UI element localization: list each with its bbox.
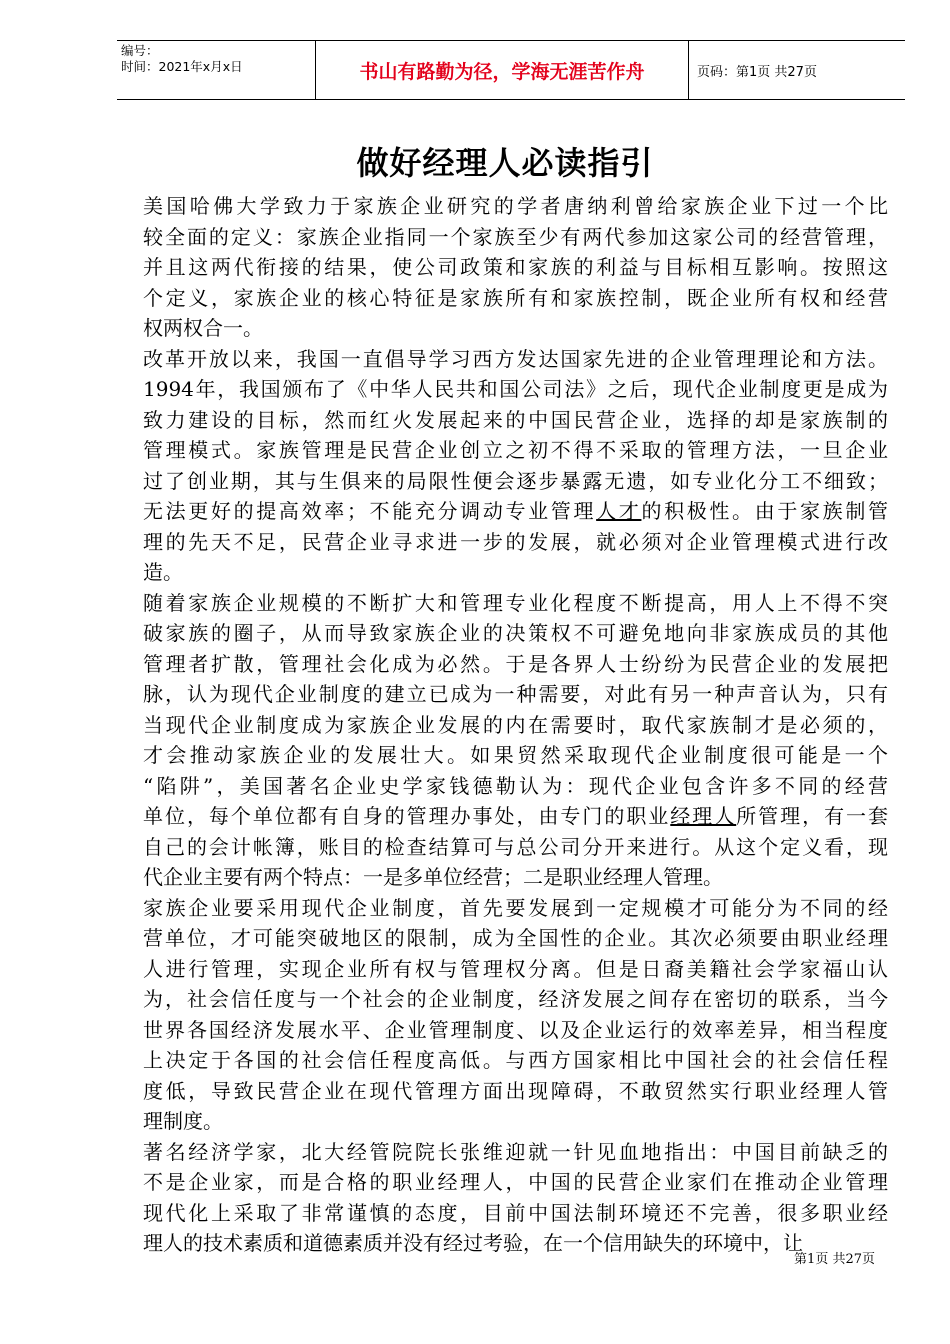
text-line: 破家族的圈子，从而导致家族企业的决策权不可避免地向非家族成员的其他 (143, 621, 888, 645)
header-meta (117, 41, 316, 99)
text-line (143, 801, 888, 832)
text-line: 为，社会信任度与一个社会的企业制度，经济发展之间存在密切的联系，当今 (143, 987, 888, 1011)
text-line: 随着家族企业规模的不断扩大和管理专业化程度不断提高，用人上不得不突 (143, 590, 888, 615)
text-segment: 单位，每个单位都有自身的管理办事处，由专门的职业 (143, 804, 671, 828)
page-header (117, 40, 905, 100)
text-line (143, 496, 888, 527)
text-line: 管理者扩散，管理社会化成为必然。于是各界人士纷纷为民营企业的发展把 (143, 651, 888, 676)
page-footer: 第1页 共27页 (794, 1252, 875, 1267)
document-body (143, 191, 888, 1259)
text-line: 理制度。 (143, 1109, 223, 1133)
text-line: 营单位，才可能突破地区的限制，成为全国性的企业。其次必须要由职业经理 (143, 926, 888, 950)
text-line: 代企业主要有两个特点：一是多单位经营；二是职业经理人管理。 (143, 865, 723, 889)
text-line: 度低，导致民营企业在现代管理方面出现障碍，不敢贸然实行职业经理人管 (143, 1078, 888, 1103)
header-page-info: 页码：第1页 共27页 (697, 64, 817, 80)
text-line: 上决定于各国的社会信任程度高低。与西方国家相比中国社会的社会信任程 (143, 1048, 888, 1072)
time-label: 时间：2021年x月x日 (121, 59, 243, 74)
document-title: 做好经理人必读指引 (356, 144, 654, 182)
text-line: 改革开放以来，我国一直倡导学习西方发达国家先进的企业管理理论和方法。 (143, 346, 888, 371)
text-line: 较全面的定义：家族企业指同一个家族至少有两代参加这家公司的经营管理， (143, 224, 888, 249)
text-line: 理人的技术素质和道德素质并没有经过考验，在一个信用缺失的环境中，让 (143, 1231, 803, 1255)
text-line: 1994年，我国颁布了《中华人民共和国公司法》之后，现代企业制度更是成为 (143, 377, 888, 401)
text-line: 世界各国经济发展水平、企业管理制度、以及企业运行的效率差异，相当程度 (143, 1017, 888, 1042)
text-line: 自己的会计帐簿，账目的检查结算可与总公司分开来进行。从这个定义看，现 (143, 834, 888, 859)
text-segment: 的积极性。由于家族制管 (641, 499, 888, 523)
text-segment: 无法更好的提高效率；不能充分调动专业管理 (143, 499, 597, 523)
text-line: 家族企业要采用现代企业制度，首先要发展到一定规模才可能分为不同的经 (143, 895, 888, 920)
text-line: 当现代企业制度成为家族企业发展的内在需要时，取代家族制才是必须的， (143, 712, 888, 737)
text-line: 才会推动家族企业的发展壮大。如果贸然采取现代企业制度很可能是一个 (143, 743, 888, 767)
text-line: 美国哈佛大学致力于家族企业研究的学者唐纳利曾给家族企业下过一个比 (143, 194, 888, 218)
text-line: 脉，认为现代企业制度的建立已成为一种需要，对此有另一种声音认为，只有 (143, 682, 888, 706)
text-line: “陷阱”，美国著名企业史学家钱德勒认为：现代企业包含许多不同的经营 (143, 773, 888, 798)
text-line: 造。 (143, 560, 183, 584)
text-line: 过了创业期，其与生俱来的局限性便会逐步暴露无遗，如专业化分工不细致； (143, 468, 888, 493)
number-label: 编号： (121, 43, 159, 58)
header-motto: 书山有路勤为径，学海无涯苦作舟 (316, 41, 689, 99)
text-line: 致力建设的目标，然而红火发展起来的中国民营企业，选择的却是家族制的 (143, 407, 888, 432)
text-line: 并且这两代衔接的结果，使公司政策和家族的利益与目标相互影响。按照这 (143, 255, 888, 279)
text-line: 权两权合一。 (143, 316, 263, 340)
text-line: 管理模式。家族管理是民营企业创立之初不得不采取的管理方法，一旦企业 (143, 438, 888, 462)
text-segment: 所管理，有一套 (736, 804, 889, 828)
text-line: 现代化上采取了非常谨慎的态度，目前中国法制环境还不完善，很多职业经 (143, 1200, 888, 1225)
text-line: 著名经济学家，北大经管院院长张维迎就一针见血地指出：中国目前缺乏的 (143, 1139, 888, 1164)
text-line: 理的先天不足，民营企业寻求进一步的发展，就必须对企业管理模式进行改 (143, 529, 888, 554)
text-line: 不是企业家，而是合格的职业经理人，中国的民营企业家们在推动企业管理 (143, 1170, 888, 1194)
underlined-term: 经理人 (670, 804, 737, 828)
text-line: 个定义，家族企业的核心特征是家族所有和家族控制，既企业所有权和经营 (143, 285, 888, 310)
text-line: 人进行管理，实现企业所有权与管理权分离。但是日裔美籍社会学家福山认 (143, 956, 888, 981)
underlined-term: 人才 (596, 499, 642, 523)
